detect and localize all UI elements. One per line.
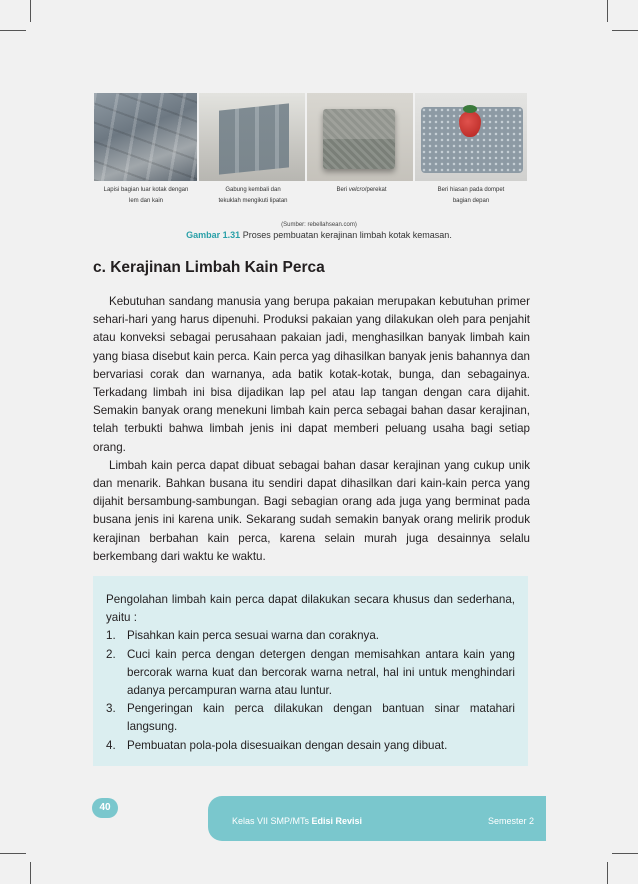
paragraph: Limbah kain perca dapat dibuat sebagai bahan dasar kerajinan yang cukup unik dan menarik. Bahkan busana itu sendiri dapat dihasilkan dari kain-kain perca yang dijahit bersambung-sambungan. Bagi sebagian orang ada juga yang berminat pada busana jenis ini karena unik. Sekarang sudah semakin banyak orang melirik produk kerajinan berbahan kain perca, karena selain murah juga desainnya selalu berkembang dari waktu ke waktu.: [93, 458, 530, 563]
list-item: 3. Pengeringan kain perca dilakukan dengan bantuan sinar matahari langsung.: [106, 702, 515, 734]
crop-mark: [607, 0, 608, 22]
photo-wallet-closed: [307, 93, 415, 181]
crop-mark: [0, 30, 26, 31]
section-heading: c. Kerajinan Limbah Kain Perca: [93, 259, 325, 276]
strawberry-ornament: [459, 111, 481, 137]
footer-semester: Semester 2: [487, 816, 534, 826]
body-text: [93, 293, 530, 566]
figure-source: (Sumber: rebellahsean.com): [281, 222, 357, 228]
list-item: 1. Pisahkan kain perca sesuai warna dan coraknya.: [106, 629, 379, 643]
photo-box-lined: [94, 93, 199, 181]
crop-mark: [607, 862, 608, 884]
figure-caption: [0, 230, 638, 240]
figure-caption-4: Beri hiasan pada dompet bagian depan: [437, 187, 505, 204]
figure-caption-3: Beri velcro/perekat: [336, 187, 387, 193]
paragraph: Kebutuhan sandang manusia yang berupa pakaian merupakan kebutuhan primer sehari-hari yang harus dipenuhi. Produksi pakaian yang dilakukan oleh para penjahit atau konveksi sebagai perusahaan pakaian jadi, menghasilkan banyak limbah kain yang biasa disebut kain perca. Kain perca yag dihasilkan banyak jenis bahannya dan bervariasi corak dan warnanya, ada batik kotak-kotak, bunga, dan sebagainya. Terkadang limbah ini bisa dijadikan lap pel atau lap tangan dengan cara dijahit. Semakin banyak orang menekuni limbah kain perca sebagai bahan dasar kerajinan, telah terbukti bahwa limbah jenis ini dapat memberi peluang usaha bagi setiap orang.: [93, 295, 530, 454]
figure-title: Proses pembuatan kerajinan limbah kotak kemasan.: [242, 230, 452, 240]
list-item: 4. Pembuatan pola-pola disesuaikan dengan desain yang dibuat.: [106, 738, 448, 752]
info-box: [93, 576, 528, 766]
info-box-intro: Pengolahan limbah kain perca dapat dilakukan secara khusus dan sederhana, yaitu :: [106, 593, 515, 625]
figure-label: Gambar 1.31: [186, 230, 241, 240]
figure-caption-2: Gabung kembali dan tekuklah mengikuti lipatan: [218, 187, 288, 204]
figure-caption-1: Lapisi bagian luar kotak dengan lem dan kain: [103, 187, 189, 204]
crop-mark: [30, 0, 31, 22]
footer-bar: [208, 796, 546, 841]
crop-mark: [30, 862, 31, 884]
list-item: 2. Cuci kain perca dengan detergen dengan memisahkan antara kain yang bercorak warna kuat dan bercorak warna netral, hal ini untuk menghindari adanya percampuran warna atau luntur.: [106, 647, 515, 698]
crop-mark: [612, 30, 638, 31]
crop-mark: [612, 853, 638, 854]
photo-box-folded: [199, 93, 308, 181]
footer-class-info: Kelas VII SMP/MTs Edisi Revisi: [232, 816, 363, 826]
page-number: 40: [92, 798, 118, 818]
crop-mark: [0, 853, 26, 854]
figure-photo-strip: [94, 93, 527, 181]
steps-list: [106, 627, 515, 754]
photo-wallet-decorated: [415, 93, 527, 181]
